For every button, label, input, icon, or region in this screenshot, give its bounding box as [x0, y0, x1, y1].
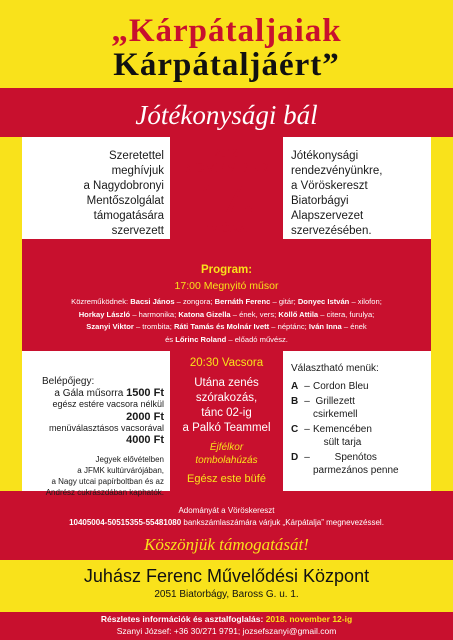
contributors-line-4: és Lőrinc Roland – előadó művész. [165, 334, 288, 344]
ticket-price-1: 1500 Ft [126, 386, 164, 399]
tickets-label: Belépőjegy: [42, 376, 95, 387]
invite-left: Szeretettel meghívjuk a Nagydobronyi Mentőszolgálat támogatására szervezett [83, 150, 164, 237]
midnight-raffle: Éjfélkor tombolahúzás [195, 442, 258, 466]
menus-block [291, 363, 427, 477]
date-hour: 17 ÓRA [205, 221, 248, 235]
venue-address: 2051 Biatorbágy, Baross G. u. 1. [154, 589, 299, 600]
invite-right: Jótékonysági rendezvényünkre, a Vöröskereszt Biatorbágyi Alapszervezet szervezésében. [291, 150, 383, 237]
presale-info: Jegyek elővételben a JFMK kultúrvárójában, a Nagy utcai papírboltban és az Andrész cukrászdában kaphatók. [45, 455, 164, 497]
ticket-price-2: 2000 Ft [126, 410, 164, 423]
program-opening: 17:00 Megnyitó műsor [174, 280, 279, 292]
date-year: 2018 [214, 146, 239, 160]
date-day: 17. [199, 174, 254, 223]
support-line-2: 10405004-50515355-55481080 bankszámlaszámára várjuk „Kárpátalja” megnevezéssel. [69, 518, 384, 527]
date-month: NOVEMBER [183, 161, 270, 176]
date-block [170, 146, 283, 236]
support-line-1: Adományát a Vöröskereszt [178, 506, 275, 515]
contributors-line-1: Közreműködnek: Bacsi János – zongora; Bernáth Ferenc – gitár; Donyec István – xilofon; [71, 297, 382, 306]
contributors-line-2: Horkay László – harmonika; Katona Gizella – ének, vers; Köllő Attila – citera, furulya; [78, 309, 375, 319]
program-title: Program: [200, 264, 253, 276]
contributors-line-3: Szanyi Viktor – trombita; Ráti Tamás és Molnár Ivett – néptánc; Iván Inna – ének [86, 322, 367, 331]
title-line-2: Kárpátaljáért” [113, 47, 340, 83]
buffet-info: Egész este büfé [187, 473, 266, 485]
venue-name: Juhász Ferenc Művelődési Központ [83, 566, 370, 586]
subtitle: Jótékonysági bál [135, 100, 318, 130]
menu-item-b: B – Grillezett csirkemell [291, 396, 358, 420]
dinner-time: 20:30 Vacsora [189, 357, 264, 369]
bank-account: 10405004-50515355-55481080 [69, 518, 182, 527]
footer-deadline: 2018. november 12-ig [265, 614, 353, 624]
footer-contact: Szanyi József: +36 30/271 9791; jozsefszanyi@gmail.com [116, 626, 337, 636]
dance-info: Utána zenés szórakozás, tánc 02-ig a Palkó Teammel [182, 377, 271, 434]
menu-item-d: D – Spenótos parmezános penne [291, 452, 399, 476]
menu-item-c: C – Kemencében sült tarja [291, 424, 372, 448]
thanks-message: Köszönjük támogatását! [144, 535, 309, 554]
ticket-price-3: 4000 Ft [126, 434, 164, 446]
dinner-block [170, 356, 283, 486]
footer-info: Részletes információk és asztalfoglalás: 2018. november 12-ig [100, 614, 353, 624]
menus-title: Választható menük: [291, 363, 379, 374]
program-contributors [26, 296, 427, 346]
menu-item-a: A – Cordon Bleu [291, 380, 369, 392]
tickets-block: Belépőjegy: a Gála műsorra 1500 Ft egész estére vacsora nélkül 2000 Ft menüválasztásos vacsorával 4000 Ft Jegyek elővételben a JFMK kultúrvárójában, a Nagy utcai papírboltban és az Andrész cukrászdában kaphatók. [26, 376, 164, 498]
title-line-1: „Kárpátaljaiak [111, 13, 342, 49]
